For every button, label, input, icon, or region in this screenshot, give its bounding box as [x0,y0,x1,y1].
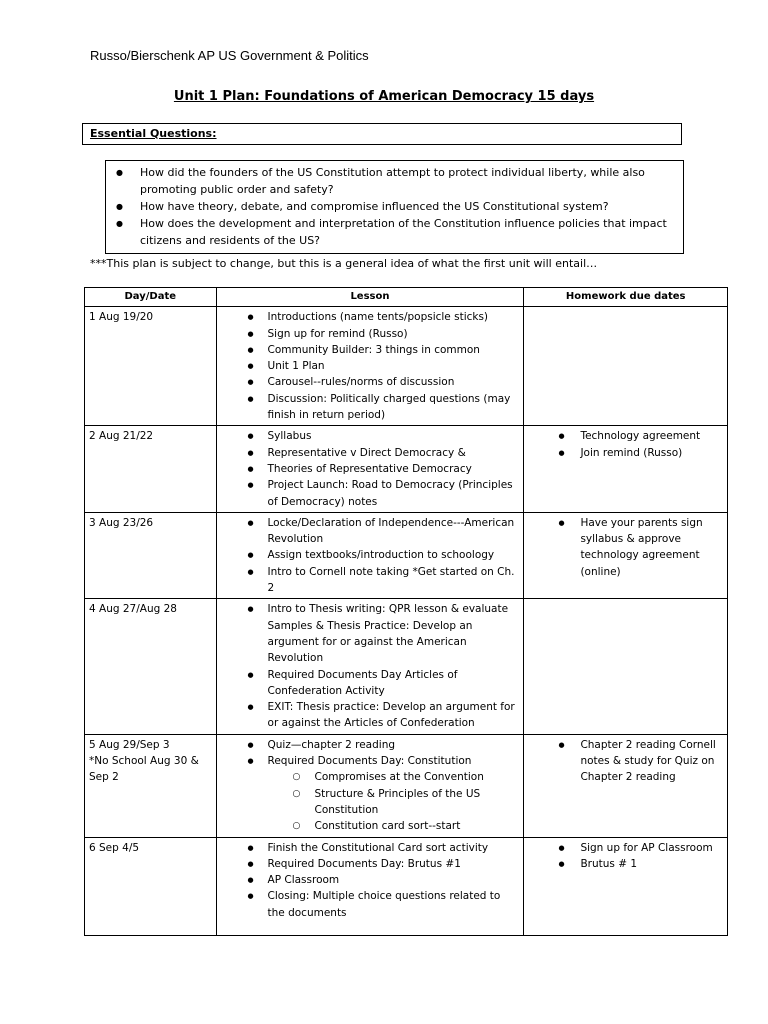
header-day-date: Day/Date [85,288,217,307]
header-homework: Homework due dates [524,288,728,307]
lesson-item: ● AP Classroom [221,872,520,888]
homework-cell [524,426,728,512]
homework-item: ● Sign up for AP Classroom [528,840,723,856]
lesson-item: ● Unit 1 Plan [221,358,520,374]
lesson-item: ● Representative v Direct Democracy & [221,445,520,461]
homework-item: ● Brutus # 1 [528,856,723,872]
question-item: ● How does the development and interpretation of the Constitution influence policies that impact citizens and residents of the US? [114,215,675,249]
homework-cell [524,307,728,426]
day-label: 3 Aug 23/26 [89,516,154,529]
homework-item: ● Technology agreement [528,428,723,444]
plan-note: ***This plan is subject to change, but this is a general idea of what the first unit will entail… [90,257,598,270]
table-row [85,837,728,935]
document-header: Russo/Bierschenk AP US Government & Politics [90,48,369,63]
table-row [85,512,728,598]
day-cell [85,599,217,734]
day-note: *No School Aug 30 & Sep 2 [89,755,199,784]
lesson-item: ● Community Builder: 3 things in common [221,342,520,358]
homework-cell [524,512,728,598]
table-header-row [85,288,728,307]
lesson-item: ● Syllabus [221,428,520,444]
day-cell [85,307,217,426]
homework-item: ● Have your parents sign syllabus & approve technology agreement (online) [528,515,723,580]
day-cell [85,734,217,837]
questions-box [105,160,684,254]
homework-cell [524,837,728,935]
questions-list [114,164,675,249]
lesson-item: ● Intro to Cornell note taking *Get started on Ch. 2 [221,564,520,597]
day-label: 1 Aug 19/20 [89,311,154,324]
homework-cell [524,734,728,837]
lesson-subitem: ○ Constitution card sort--start [268,818,520,834]
lesson-item: ● Closing: Multiple choice questions related to the documents [221,888,520,921]
day-cell [85,512,217,598]
day-label: 6 Sep 4/5 [89,841,140,854]
lesson-item: ● Discussion: Politically charged questions (may finish in return period) [221,391,520,424]
day-cell [85,426,217,512]
lesson-item: ● Finish the Constitutional Card sort activity [221,840,520,856]
question-item: ● How have theory, debate, and compromise influenced the US Constitutional system? [114,198,675,215]
lesson-cell [216,512,524,598]
lesson-item: ● Introductions (name tents/popsicle sticks) [221,309,520,325]
lesson-item-text: Required Documents Day: Constitution [267,755,472,768]
table-row [85,426,728,512]
day-cell [85,837,217,935]
lesson-subitem: ○ Compromises at the Convention [268,769,520,785]
homework-cell [524,599,728,734]
page-title: Unit 1 Plan: Foundations of American Democracy 15 days [173,89,595,104]
table-row [85,599,728,734]
essential-questions-box [82,123,682,145]
lesson-item: ● EXIT: Thesis practice: Develop an argument for or against the Articles of Confederation [221,699,520,732]
table-row [85,307,728,426]
lesson-item: ● Required Documents Day Articles of Confederation Activity [221,667,520,700]
lesson-cell [216,426,524,512]
lesson-item: ● Sign up for remind (Russo) [221,326,520,342]
lesson-cell [216,837,524,935]
essential-questions-label: Essential Questions: [90,127,217,140]
header-lesson: Lesson [216,288,524,307]
lesson-cell [216,599,524,734]
question-item: ● How did the founders of the US Constitution attempt to protect individual liberty, while also promoting public order and safety? [114,164,675,198]
lesson-cell [216,307,524,426]
homework-item: ● Chapter 2 reading Cornell notes & study for Quiz on Chapter 2 reading [528,737,723,786]
lesson-item: ● Intro to Thesis writing: QPR lesson & evaluate Samples & Thesis Practice: Develop an argument for or against the American Revolution [221,601,520,666]
lesson-item: ● Locke/Declaration of Independence---American Revolution [221,515,520,548]
lesson-item: ● Required Documents Day: Brutus #1 [221,856,520,872]
day-label: 2 Aug 21/22 [89,430,154,443]
lesson-item: ● Theories of Representative Democracy [221,461,520,477]
homework-item: ● Join remind (Russo) [528,445,723,461]
lesson-item: ● Project Launch: Road to Democracy (Principles of Democracy) notes [221,477,520,510]
table-row [85,734,728,837]
day-label: 5 Aug 29/Sep 3 [89,738,170,751]
lesson-item [221,753,520,834]
lesson-item: ● Assign textbooks/introduction to schoology [221,547,520,563]
day-label: 4 Aug 27/Aug 28 [89,603,177,616]
unit-plan-table [84,287,728,936]
lesson-cell [216,734,524,837]
lesson-item: ● Quiz—chapter 2 reading [221,737,520,753]
lesson-item: ● Carousel--rules/norms of discussion [221,374,520,390]
lesson-subitem: ○ Structure & Principles of the US Constitution [268,786,520,819]
